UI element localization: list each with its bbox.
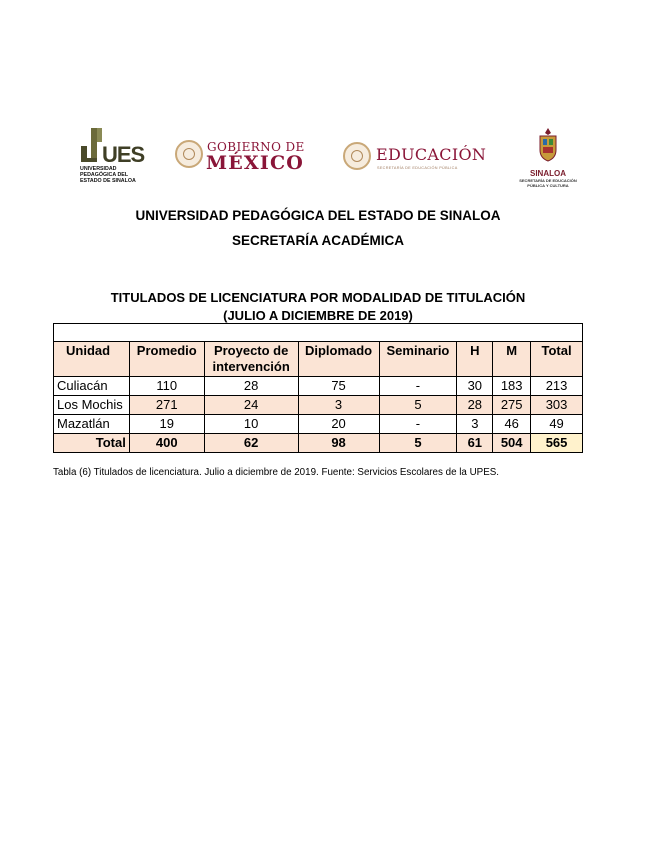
logo-bar (0, 124, 653, 194)
column-header: M (493, 342, 531, 377)
sinaloa-logo (508, 128, 588, 192)
total-cell: 400 (129, 434, 204, 453)
gobierno-line2: MÉXICO (206, 152, 305, 174)
table-header-row (54, 342, 583, 377)
table-cell: 75 (298, 377, 379, 396)
table-cell: 46 (493, 415, 531, 434)
table-cell: 49 (531, 415, 583, 434)
table-caption: Tabla (6) Titulados de licenciatura. Julio a diciembre de 2019. Fuente: Servicios Escolares de la UPES. (53, 467, 499, 478)
column-header: Promedio (129, 342, 204, 377)
titulados-table (53, 323, 583, 453)
total-cell: 5 (379, 434, 457, 453)
column-header: Seminario (379, 342, 457, 377)
gobierno-line1: GOBIERNO DE (207, 140, 305, 154)
table-blank-row (54, 324, 583, 342)
total-row (54, 434, 583, 453)
upes-caption-line: PEDAGÓGICA DEL (80, 172, 129, 179)
unidad-cell: Culiacán (54, 377, 130, 396)
university-title: UNIVERSIDAD PEDAGÓGICA DEL ESTADO DE SINALOA (135, 208, 501, 223)
table-row (54, 415, 583, 434)
table-cell: 303 (531, 396, 583, 415)
national-seal-icon (175, 140, 203, 168)
table-cell: 28 (204, 377, 298, 396)
total-cell: 504 (493, 434, 531, 453)
blank-cell (54, 324, 583, 342)
table-row (54, 396, 583, 415)
upes-caption-line: UNIVERSIDAD (80, 166, 117, 172)
table-cell: 24 (204, 396, 298, 415)
gobierno-mexico-logo (175, 138, 315, 178)
upes-caption-line: ESTADO DE SINALOA (80, 178, 136, 185)
table-cell: 28 (457, 396, 493, 415)
column-header: Proyecto de intervención (204, 342, 298, 377)
table-cell: 183 (493, 377, 531, 396)
table-cell: 30 (457, 377, 493, 396)
table-cell: 110 (129, 377, 204, 396)
table-row (54, 377, 583, 396)
grand-total-cell: 565 (531, 434, 583, 453)
department-title: SECRETARÍA ACADÉMICA (232, 233, 404, 248)
unidad-cell: Mazatlán (54, 415, 130, 434)
table-cell: 10 (204, 415, 298, 434)
table-cell: 3 (298, 396, 379, 415)
sinaloa-shield-icon (537, 128, 559, 162)
unidad-cell: Los Mochis (54, 396, 130, 415)
table-cell: 5 (379, 396, 457, 415)
upes-caption (80, 166, 136, 185)
total-cell: 98 (298, 434, 379, 453)
table-cell: 213 (531, 377, 583, 396)
educacion-line1: EDUCACIÓN (376, 145, 487, 164)
educacion-logo (343, 142, 493, 178)
column-header: Total (531, 342, 583, 377)
total-cell: 62 (204, 434, 298, 453)
table-subtitle: (JULIO A DICIEMBRE DE 2019) (223, 308, 413, 323)
column-header: Diplomado (298, 342, 379, 377)
table-title: TITULADOS DE LICENCIATURA POR MODALIDAD DE TITULACIÓN (110, 290, 526, 305)
table-cell: 20 (298, 415, 379, 434)
sinaloa-line2: SECRETARÍA DE EDUCACIÓN (519, 178, 577, 183)
column-header: H (457, 342, 493, 377)
educacion-line2: SECRETARÍA DE EDUCACIÓN PÚBLICA (377, 166, 458, 170)
table-cell: - (379, 415, 457, 434)
sinaloa-line1: SINALOA (530, 169, 566, 178)
table-cell: - (379, 377, 457, 396)
total-cell: 61 (457, 434, 493, 453)
upes-letters: UES (102, 142, 145, 167)
national-seal-icon (343, 142, 371, 170)
table-cell: 19 (129, 415, 204, 434)
table-cell: 271 (129, 396, 204, 415)
column-header: Unidad (54, 342, 130, 377)
total-label: Total (54, 434, 130, 453)
table-cell: 3 (457, 415, 493, 434)
sinaloa-line3: PÚBLICA Y CULTURA (527, 183, 569, 188)
table-cell: 275 (493, 396, 531, 415)
upes-logo (78, 128, 148, 190)
